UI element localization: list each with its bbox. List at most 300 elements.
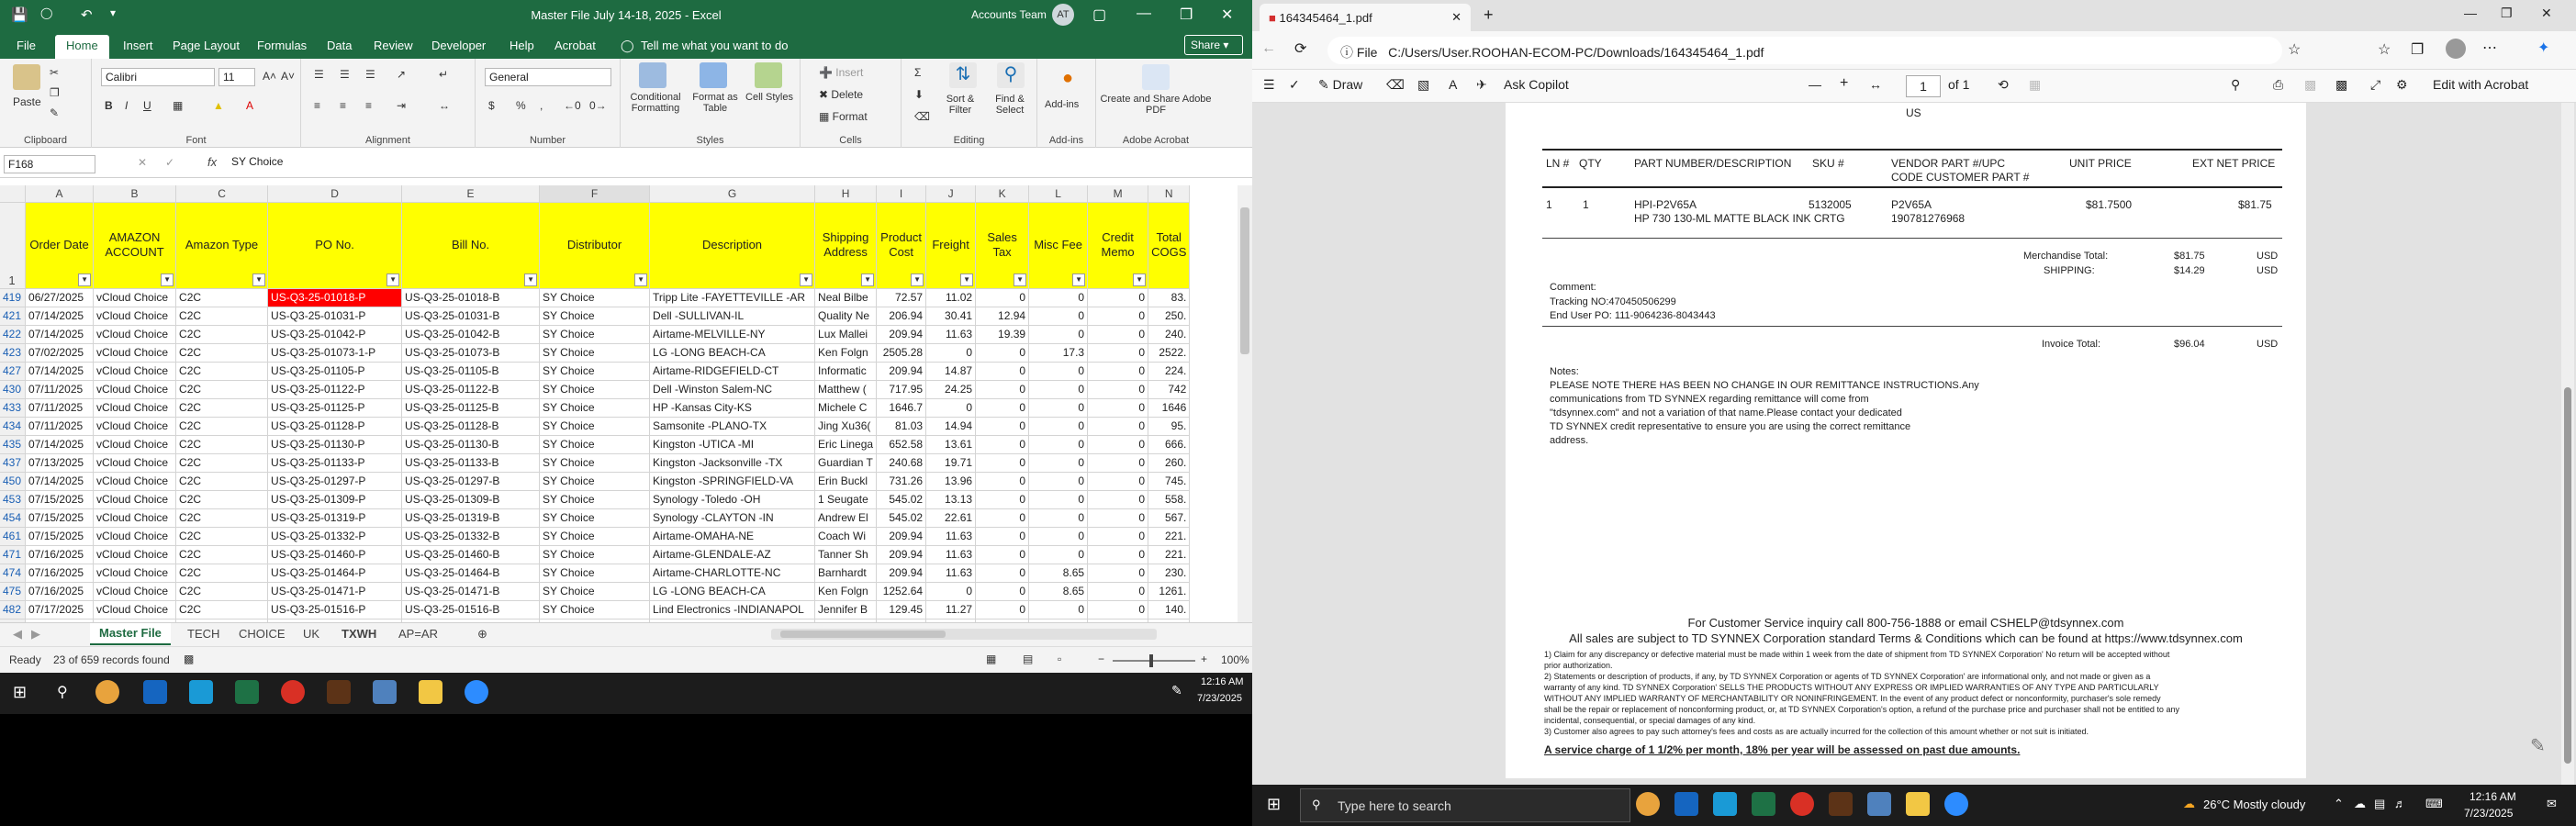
- filter-dropdown-icon[interactable]: ▼: [800, 273, 812, 286]
- cell[interactable]: 11.63: [926, 325, 976, 343]
- cell[interactable]: C2C: [176, 582, 268, 600]
- cell[interactable]: 0: [976, 288, 1029, 307]
- cell[interactable]: 83.: [1148, 288, 1190, 307]
- format-as-table-button[interactable]: Format as Table: [692, 92, 738, 114]
- row-number[interactable]: 434: [0, 417, 26, 435]
- cell[interactable]: C2C: [176, 508, 268, 527]
- cell[interactable]: 11.63: [926, 545, 976, 564]
- zoom-app-icon[interactable]: [465, 680, 488, 704]
- filter-dropdown-icon[interactable]: ▼: [1072, 273, 1085, 286]
- calculator-icon[interactable]: [1867, 792, 1891, 816]
- rotate-icon[interactable]: ⟲: [1998, 77, 2009, 92]
- cell[interactable]: Erin Buckl: [815, 472, 877, 490]
- grow-font-icon[interactable]: A˄: [263, 70, 277, 83]
- col-header[interactable]: F: [540, 185, 650, 202]
- cell[interactable]: LG -LONG BEACH-CA: [650, 343, 815, 362]
- cell[interactable]: 1252.64: [877, 582, 926, 600]
- close-icon[interactable]: ✕: [1221, 7, 1234, 23]
- cell[interactable]: 0: [1029, 288, 1088, 307]
- network-icon[interactable]: ▤: [2374, 797, 2386, 810]
- cell[interactable]: C2C: [176, 435, 268, 453]
- cell[interactable]: 19.71: [926, 453, 976, 472]
- cell[interactable]: vCloud Choice: [94, 600, 176, 619]
- taskbar-search-box[interactable]: [1300, 788, 1630, 822]
- cell[interactable]: 0: [1029, 417, 1088, 435]
- cell[interactable]: 0: [1088, 343, 1148, 362]
- header-cell[interactable]: [1088, 202, 1148, 288]
- cell[interactable]: 140.: [1148, 600, 1190, 619]
- conditional-formatting-button[interactable]: Conditional Formatting: [630, 92, 681, 114]
- cell[interactable]: C2C: [176, 417, 268, 435]
- cell[interactable]: US-Q3-25-01471-P: [268, 582, 402, 600]
- cell[interactable]: 545.02: [877, 508, 926, 527]
- outlook-icon[interactable]: [1674, 792, 1698, 816]
- left-clock-time[interactable]: 12:16 AM: [1201, 676, 1244, 687]
- cell[interactable]: C2C: [176, 380, 268, 398]
- cell[interactable]: 0: [976, 564, 1029, 582]
- ribbon-display-icon[interactable]: ▢: [1092, 7, 1107, 23]
- cell[interactable]: Ken Folgn: [815, 343, 877, 362]
- cell[interactable]: 1646.7: [877, 398, 926, 417]
- cell[interactable]: US-Q3-25-01125-P: [268, 398, 402, 417]
- cell[interactable]: SY Choice: [540, 600, 650, 619]
- cell[interactable]: C2C: [176, 453, 268, 472]
- cell[interactable]: vCloud Choice: [94, 472, 176, 490]
- cell[interactable]: US-Q3-25-01042-B: [402, 325, 540, 343]
- cell[interactable]: 260.: [1148, 453, 1190, 472]
- cell[interactable]: 0: [976, 472, 1029, 490]
- edge-icon[interactable]: [189, 680, 213, 704]
- tab-home[interactable]: Home: [55, 35, 109, 59]
- cell[interactable]: 0: [1029, 527, 1088, 545]
- save-icon[interactable]: 💾: [11, 7, 28, 23]
- cell[interactable]: SY Choice: [540, 435, 650, 453]
- accessibility-icon[interactable]: ▩: [184, 653, 195, 665]
- chrome-profile-icon[interactable]: [1790, 792, 1814, 816]
- cell[interactable]: vCloud Choice: [94, 545, 176, 564]
- col-header[interactable]: H: [815, 185, 877, 202]
- cell[interactable]: Andrew El: [815, 508, 877, 527]
- cell[interactable]: 717.95: [877, 380, 926, 398]
- outlook-icon[interactable]: [143, 680, 167, 704]
- cell[interactable]: Michele C: [815, 398, 877, 417]
- cell[interactable]: Eric Linega: [815, 435, 877, 453]
- notifications-icon[interactable]: ✉: [2547, 797, 2557, 810]
- cell[interactable]: 0: [1088, 545, 1148, 564]
- insert-cells-button[interactable]: ➕ Insert: [819, 66, 864, 79]
- col-header[interactable]: K: [976, 185, 1029, 202]
- cell[interactable]: Airtame-CHARLOTTE-NC: [650, 564, 815, 582]
- save-icon[interactable]: ▩: [2304, 77, 2317, 92]
- align-top-icon[interactable]: ☰: [314, 68, 324, 81]
- row-number[interactable]: 1: [0, 202, 26, 288]
- cell[interactable]: US-Q3-25-01309-B: [402, 490, 540, 508]
- font-color-icon[interactable]: A: [246, 99, 254, 112]
- cell[interactable]: 0: [1088, 307, 1148, 325]
- cell[interactable]: 11.63: [926, 527, 976, 545]
- header-cell[interactable]: [402, 202, 540, 288]
- sort-filter-icon[interactable]: ⇅: [949, 62, 977, 88]
- cell[interactable]: Coach Wi: [815, 527, 877, 545]
- volume-icon[interactable]: ♬: [2394, 797, 2406, 810]
- cell[interactable]: US-Q3-25-01105-B: [402, 362, 540, 380]
- horizontal-scrollbar[interactable]: [771, 629, 1157, 640]
- cell[interactable]: SY Choice: [540, 398, 650, 417]
- cell[interactable]: 8.65: [1029, 582, 1088, 600]
- decrease-decimal-icon[interactable]: 0→: [589, 99, 607, 112]
- cell[interactable]: SY Choice: [540, 472, 650, 490]
- cell[interactable]: 14.87: [926, 362, 976, 380]
- cell[interactable]: US-Q3-25-01125-B: [402, 398, 540, 417]
- translate-icon[interactable]: ✈: [1476, 77, 1487, 92]
- onedrive-icon[interactable]: ☁: [2354, 797, 2366, 810]
- font-size-select[interactable]: 11: [218, 68, 255, 86]
- cell[interactable]: 0: [1029, 472, 1088, 490]
- cell[interactable]: 0: [976, 362, 1029, 380]
- cell[interactable]: 209.94: [877, 527, 926, 545]
- header-cell[interactable]: [926, 202, 976, 288]
- cell[interactable]: 07/11/2025: [26, 398, 94, 417]
- cell[interactable]: 0: [976, 545, 1029, 564]
- cell[interactable]: vCloud Choice: [94, 490, 176, 508]
- cell[interactable]: US-Q3-25-01319-P: [268, 508, 402, 527]
- row-number[interactable]: 461: [0, 527, 26, 545]
- col-header[interactable]: C: [176, 185, 268, 202]
- cell[interactable]: SY Choice: [540, 545, 650, 564]
- sheet-tab-tech[interactable]: TECH: [187, 627, 220, 641]
- cell[interactable]: vCloud Choice: [94, 453, 176, 472]
- filter-dropdown-icon[interactable]: ▼: [1133, 273, 1146, 286]
- row-number[interactable]: 482: [0, 600, 26, 619]
- cell[interactable]: 221.: [1148, 545, 1190, 564]
- cell[interactable]: 72.57: [877, 288, 926, 307]
- cell[interactable]: C2C: [176, 564, 268, 582]
- cell[interactable]: C2C: [176, 600, 268, 619]
- zoom-out-icon[interactable]: −: [1098, 653, 1105, 665]
- cell[interactable]: 8.65: [1029, 564, 1088, 582]
- cell[interactable]: 07/14/2025: [26, 362, 94, 380]
- tab-help[interactable]: Help: [510, 39, 534, 52]
- cell[interactable]: US-Q3-25-01133-P: [268, 453, 402, 472]
- cell[interactable]: Synology -CLAYTON -IN: [650, 508, 815, 527]
- page-break-view-icon[interactable]: ▫: [1058, 653, 1062, 665]
- maximize-icon[interactable]: ❐: [2501, 6, 2513, 20]
- cell[interactable]: US-Q3-25-01128-B: [402, 417, 540, 435]
- cell[interactable]: 07/14/2025: [26, 435, 94, 453]
- clock-time[interactable]: 12:16 AM: [2470, 790, 2516, 803]
- cell[interactable]: 0: [976, 508, 1029, 527]
- new-tab-icon[interactable]: +: [1484, 6, 1494, 24]
- filter-dropdown-icon[interactable]: ▼: [252, 273, 265, 286]
- cell[interactable]: vCloud Choice: [94, 288, 176, 307]
- cell[interactable]: US-Q3-25-01122-B: [402, 380, 540, 398]
- collections-icon[interactable]: ❐: [2411, 42, 2425, 58]
- cell[interactable]: 2522.: [1148, 343, 1190, 362]
- zoom-app-icon[interactable]: [1944, 792, 1968, 816]
- cell[interactable]: Lux Mallei: [815, 325, 877, 343]
- cell[interactable]: 19.39: [976, 325, 1029, 343]
- cell[interactable]: 240.68: [877, 453, 926, 472]
- chrome-icon[interactable]: [1636, 792, 1660, 816]
- cell[interactable]: 0: [1088, 325, 1148, 343]
- sheet-tab-txwh[interactable]: TXWH: [342, 627, 377, 641]
- cell[interactable]: Neal Bilbe: [815, 288, 877, 307]
- cell[interactable]: vCloud Choice: [94, 582, 176, 600]
- filter-active-icon[interactable]: ▼: [161, 273, 174, 286]
- close-icon[interactable]: ✕: [2541, 6, 2552, 20]
- number-format-select[interactable]: General: [485, 68, 611, 86]
- minimize-icon[interactable]: —: [1137, 6, 1151, 21]
- cell[interactable]: 07/16/2025: [26, 564, 94, 582]
- accounting-icon[interactable]: $: [488, 99, 495, 112]
- app-icon[interactable]: [327, 680, 351, 704]
- cell[interactable]: 0: [1088, 453, 1148, 472]
- sheet-tab-uk[interactable]: UK: [303, 627, 320, 641]
- cell[interactable]: 14.94: [926, 417, 976, 435]
- cell[interactable]: Guardian T: [815, 453, 877, 472]
- autosum-icon[interactable]: Σ: [914, 66, 922, 79]
- feedback-icon[interactable]: ✎: [2530, 736, 2546, 756]
- cell[interactable]: 742: [1148, 380, 1190, 398]
- cell[interactable]: vCloud Choice: [94, 435, 176, 453]
- cell[interactable]: 11.02: [926, 288, 976, 307]
- cell[interactable]: SY Choice: [540, 490, 650, 508]
- enter-icon[interactable]: ✓: [165, 156, 175, 169]
- cell[interactable]: US-Q3-25-01332-P: [268, 527, 402, 545]
- cell[interactable]: 0: [1029, 362, 1088, 380]
- cell[interactable]: vCloud Choice: [94, 362, 176, 380]
- align-right-icon[interactable]: ≡: [365, 99, 373, 112]
- cell[interactable]: US-Q3-25-01471-B: [402, 582, 540, 600]
- ask-copilot-button[interactable]: Ask Copilot: [1504, 77, 1569, 92]
- cell[interactable]: 129.45: [877, 600, 926, 619]
- cell[interactable]: 0: [1088, 490, 1148, 508]
- bold-icon[interactable]: B: [105, 99, 113, 112]
- fill-icon[interactable]: ⬇: [914, 88, 924, 101]
- zoom-in-icon[interactable]: +: [1201, 653, 1208, 665]
- language-indicator[interactable]: ⌨: [2425, 797, 2443, 810]
- row-number[interactable]: 421: [0, 307, 26, 325]
- cell[interactable]: SY Choice: [540, 453, 650, 472]
- filter-dropdown-icon[interactable]: ▼: [386, 273, 399, 286]
- cell[interactable]: 224.: [1148, 362, 1190, 380]
- cell[interactable]: 07/14/2025: [26, 472, 94, 490]
- cell[interactable]: 06/27/2025: [26, 288, 94, 307]
- row-number[interactable]: 423: [0, 343, 26, 362]
- filter-dropdown-icon[interactable]: ▼: [861, 273, 874, 286]
- italic-icon[interactable]: I: [125, 99, 129, 112]
- cell[interactable]: US-Q3-25-01073-B: [402, 343, 540, 362]
- col-header[interactable]: A: [26, 185, 94, 202]
- cell[interactable]: vCloud Choice: [94, 398, 176, 417]
- tab-insert[interactable]: Insert: [123, 39, 153, 52]
- align-bottom-icon[interactable]: ☰: [365, 68, 375, 81]
- pdf-scroll-thumb[interactable]: [2564, 387, 2571, 764]
- cell[interactable]: 209.94: [877, 325, 926, 343]
- row-number[interactable]: 427: [0, 362, 26, 380]
- cell[interactable]: LG -LONG BEACH-CA: [650, 582, 815, 600]
- cell[interactable]: 0: [1029, 545, 1088, 564]
- text-box-icon[interactable]: ▧: [1417, 77, 1430, 92]
- cell[interactable]: 206.94: [877, 307, 926, 325]
- cell[interactable]: 0: [1029, 435, 1088, 453]
- cell[interactable]: SY Choice: [540, 325, 650, 343]
- merge-center-icon[interactable]: ↔: [439, 99, 450, 112]
- cell[interactable]: 0: [1029, 453, 1088, 472]
- cell[interactable]: 07/17/2025: [26, 600, 94, 619]
- row-number[interactable]: 437: [0, 453, 26, 472]
- row-number[interactable]: 435: [0, 435, 26, 453]
- cell[interactable]: Quality Ne: [815, 307, 877, 325]
- cell[interactable]: 0: [976, 435, 1029, 453]
- tab-developer[interactable]: Developer: [431, 39, 487, 52]
- cell[interactable]: 11.63: [926, 564, 976, 582]
- cell[interactable]: 0: [1088, 398, 1148, 417]
- cell[interactable]: Airtame-RIDGEFIELD-CT: [650, 362, 815, 380]
- draw-button[interactable]: ✎ Draw: [1318, 77, 1363, 92]
- increase-decimal-icon[interactable]: ←0: [564, 99, 581, 112]
- cell[interactable]: US-Q3-25-01332-B: [402, 527, 540, 545]
- cell[interactable]: Kingston -Jacksonville -TX: [650, 453, 815, 472]
- delete-cells-button[interactable]: ✖ Delete: [819, 88, 864, 101]
- cell[interactable]: Samsonite -PLANO-TX: [650, 417, 815, 435]
- cell[interactable]: US-Q3-25-01464-P: [268, 564, 402, 582]
- cell[interactable]: 0: [926, 582, 976, 600]
- copy-icon[interactable]: ❐: [50, 86, 60, 99]
- cell[interactable]: Tanner Sh: [815, 545, 877, 564]
- copilot-icon[interactable]: ✦: [2537, 40, 2550, 56]
- align-left-icon[interactable]: ≡: [314, 99, 321, 112]
- cell[interactable]: vCloud Choice: [94, 417, 176, 435]
- cell[interactable]: C2C: [176, 398, 268, 417]
- cell[interactable]: 567.: [1148, 508, 1190, 527]
- cell[interactable]: 230.: [1148, 564, 1190, 582]
- sheet-tab-ap-ar[interactable]: AP=AR: [398, 627, 438, 641]
- col-header[interactable]: G: [650, 185, 815, 202]
- cell[interactable]: Kingston -UTICA -MI: [650, 435, 815, 453]
- maximize-icon[interactable]: ❐: [1180, 7, 1193, 23]
- cell[interactable]: SY Choice: [540, 288, 650, 307]
- borders-icon[interactable]: ▦: [173, 99, 184, 112]
- browser-tab[interactable]: [1260, 4, 1471, 31]
- addins-button[interactable]: Add-ins: [1045, 99, 1080, 110]
- cell[interactable]: 07/15/2025: [26, 490, 94, 508]
- cell[interactable]: 95.: [1148, 417, 1190, 435]
- cell[interactable]: Synology -Toledo -OH: [650, 490, 815, 508]
- zoom-out-icon[interactable]: —: [1809, 77, 1821, 92]
- search-pdf-icon[interactable]: ⚲: [2231, 77, 2241, 92]
- chrome-profile-icon[interactable]: [281, 680, 305, 704]
- tab-page-layout[interactable]: Page Layout: [173, 39, 241, 52]
- cell[interactable]: 221.: [1148, 527, 1190, 545]
- filter-dropdown-icon[interactable]: ▼: [78, 273, 91, 286]
- function-icon[interactable]: fx: [207, 155, 218, 169]
- cell[interactable]: Jing Xu36(: [815, 417, 877, 435]
- cell[interactable]: 22.61: [926, 508, 976, 527]
- sheet-tab-master-file[interactable]: Master File: [90, 623, 171, 645]
- app-icon[interactable]: [1829, 792, 1853, 816]
- col-header[interactable]: L: [1029, 185, 1088, 202]
- search-icon[interactable]: ⚲: [57, 685, 68, 700]
- cell[interactable]: 07/14/2025: [26, 325, 94, 343]
- tab-formulas[interactable]: Formulas: [257, 39, 308, 52]
- zoom-slider[interactable]: [1113, 660, 1195, 662]
- page-number-input[interactable]: 1: [1906, 75, 1941, 97]
- page-view-icon[interactable]: ▦: [2029, 77, 2042, 92]
- scroll-sheets-right-icon[interactable]: ▶: [31, 627, 40, 641]
- filter-dropdown-icon[interactable]: ▼: [524, 273, 537, 286]
- profile-avatar[interactable]: [2446, 39, 2466, 59]
- cell[interactable]: vCloud Choice: [94, 325, 176, 343]
- clear-icon[interactable]: ⌫: [914, 110, 930, 123]
- cell[interactable]: C2C: [176, 343, 268, 362]
- cell[interactable]: SY Choice: [540, 343, 650, 362]
- close-tab-icon[interactable]: ✕: [1451, 10, 1462, 24]
- filter-dropdown-icon[interactable]: ▼: [960, 273, 973, 286]
- cell[interactable]: 13.61: [926, 435, 976, 453]
- pdf-viewer[interactable]: [1252, 103, 2576, 785]
- cell[interactable]: 0: [1088, 508, 1148, 527]
- cell[interactable]: US-Q3-25-01464-B: [402, 564, 540, 582]
- cell[interactable]: Informatic: [815, 362, 877, 380]
- sort-filter-button[interactable]: Sort & Filter: [946, 94, 975, 116]
- save-as-icon[interactable]: ▩: [2335, 77, 2348, 92]
- minimize-icon[interactable]: —: [2464, 6, 2477, 20]
- cell[interactable]: 209.94: [877, 564, 926, 582]
- align-center-icon[interactable]: ≡: [340, 99, 347, 112]
- row-number[interactable]: 433: [0, 398, 26, 417]
- read-aloud-icon[interactable]: A: [1449, 77, 1458, 92]
- cell[interactable]: Ken Folgn: [815, 582, 877, 600]
- calculator-icon[interactable]: [373, 680, 397, 704]
- select-all-corner[interactable]: [0, 185, 26, 202]
- cell[interactable]: Airtame-OMAHA-NE: [650, 527, 815, 545]
- cell[interactable]: 11.27: [926, 600, 976, 619]
- cell[interactable]: Kingston -SPRINGFIELD-VA: [650, 472, 815, 490]
- cell[interactable]: 30.41: [926, 307, 976, 325]
- cell[interactable]: US-Q3-25-01460-B: [402, 545, 540, 564]
- cell[interactable]: C2C: [176, 527, 268, 545]
- cell[interactable]: SY Choice: [540, 380, 650, 398]
- cancel-entry-icon[interactable]: ✕: [138, 156, 148, 169]
- row-number[interactable]: 474: [0, 564, 26, 582]
- row-number[interactable]: 450: [0, 472, 26, 490]
- col-header[interactable]: B: [94, 185, 176, 202]
- cell[interactable]: HP -Kansas City-KS: [650, 398, 815, 417]
- cell[interactable]: 250.: [1148, 307, 1190, 325]
- file-explorer-icon[interactable]: [419, 680, 442, 704]
- tab-acrobat[interactable]: Acrobat: [554, 39, 596, 52]
- percent-icon[interactable]: %: [516, 99, 526, 112]
- cell[interactable]: 209.94: [877, 362, 926, 380]
- cell[interactable]: 0: [1088, 435, 1148, 453]
- header-cell[interactable]: [540, 202, 650, 288]
- zoom-slider-thumb[interactable]: [1149, 654, 1153, 667]
- cell[interactable]: Dell -Winston Salem-NC: [650, 380, 815, 398]
- scroll-sheets-left-icon[interactable]: ◀: [13, 627, 22, 641]
- cell[interactable]: 558.: [1148, 490, 1190, 508]
- cell[interactable]: vCloud Choice: [94, 307, 176, 325]
- pen-icon[interactable]: ✎: [1171, 683, 1182, 698]
- cell[interactable]: 07/16/2025: [26, 582, 94, 600]
- header-cell[interactable]: [1029, 202, 1088, 288]
- cell[interactable]: 0: [976, 343, 1029, 362]
- cell[interactable]: C2C: [176, 545, 268, 564]
- cell[interactable]: US-Q3-25-01018-B: [402, 288, 540, 307]
- cell[interactable]: 0: [1029, 490, 1088, 508]
- cell[interactable]: SY Choice: [540, 564, 650, 582]
- cell[interactable]: Airtame-GLENDALE-AZ: [650, 545, 815, 564]
